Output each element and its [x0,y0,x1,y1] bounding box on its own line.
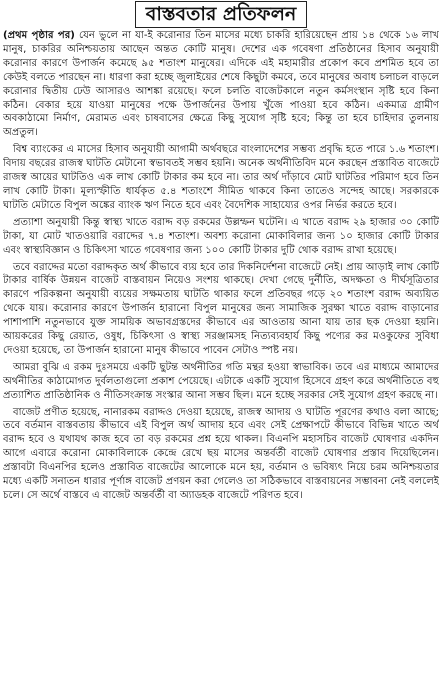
article-body [3,29,439,697]
headline-container [0,1,442,28]
paragraph: তবে বরাদ্দের মতো বরাদ্দকৃত অর্থ কীভাবে ব্যয় হবে তার দিকনির্দেশনা বাজেটে নেই। প্রায় আড়াই লাখ কোটি টাকার বার্ষিক উন্নয়ন বাজেট বাস্তবায়ন নিয়েও সংশয় থাকছে। দেখা গেছে দুর্নীতি, অদক্ষতা ও দীর্ঘসূত্রিতার কারণে পরিকল্পনা অনুযায়ী ব্যয়ের সক্ষমতায় ঘাটতি থাকার ফলে প্রতিবছর গড়ে ২০ শতাংশ বরাদ্দ অব্যয়িত থেকে যায়। করোনার কারণে উপার্জন হারানো বিপুল মানুষের জন্য সামাজিক সুরক্ষা খাতে বরাদ্দ বাড়ানোর পাশাপাশি নতুনভাবে যুক্ত সাময়িক অভাবগ্রস্তদের কীভাবে এর আওতায় আনা যায় তার ছক দেওয়া হয়নি। আয়করের কিছু রেয়াত, ওষুধ, চিকিৎসা ও স্বাস্থ্য সরঞ্জামসহ নিত্যব্যবহার্য কিছু পণ্যের কর মওকুফের সুবিধা দেওয়া হয়েছে, তা উপার্জন হারানো মানুষ কীভাবে পাবেন সেটাও স্পষ্ট নয়। [3,261,439,356]
paragraph-text: যেন ভুলে না যা-ই করোনার তিন মাসের মধ্যে চাকরি হারিয়েছেন প্রায় ১৪ থেকে ১৬ লাখ মানুষ, চাকরির অনিশ্চয়তায় আছেন অন্তত কোটি মানুষ। দেশের এক গবেষণা প্রতিষ্ঠানের হিসাব অনুযায়ী করোনার কারণে উপার্জন কমেছে ৯৫ শতাংশ মানুষের। এদিকে এই মহামারীর প্রকোপ কবে প্রশমিত হবে তা কেউই বলতে পারছেন না। ধারণা করা হচ্ছে জুলাইয়ের শেষে কিছুটা কমবে, তবে মানুষের অবাধ চলাচল বাড়লে করোনার দ্বিতীয় ঢেউ আসারও আশঙ্কা রয়েছে। ফলে চলতি বাজেটকালে নতুন কর্মসংস্থান সৃষ্টি হবে কিনা কঠিন। বেকার হয়ে যাওয়া মানুষের পক্ষে উপার্জনের উপায় খুঁজে পাওয়া হবে কঠিন। একমাত্র গ্রামীণ অবকাঠামো নির্মাণ, মেরামত এবং চাষবাসের ক্ষেত্রে কিছু সুযোগ সৃষ্টি হবে; কিন্তু তা হবে চাহিদার তুলনায় অপ্রতুল। [3,30,439,139]
paragraph [3,29,439,140]
paragraph: বাজেট প্রণীত হয়েছে, নানারকম বরাদ্দও দেওয়া হয়েছে, রাজস্ব আদায় ও ঘাটতি পূরণের কথাও বলা আছে; তবে বর্তমান বাস্তবতায় কীভাবে এই বিপুল অর্থ আদায় হবে এবং সেই প্রেক্ষাপটে কীভাবে বিভিন্ন খাতে অর্থ বরাদ্দ হবে ও যথাযথ কাজ হবে তা বড় রকমের প্রশ্ন হয়ে থাকল। বিএনপি মহাসচিব বাজেট ঘোষণার একদিন আগে এবারে করোনা মোকাবিলাকে কেন্দ্রে রেখে ছয় মাসের অন্তর্বর্তী বাজেট ঘোষণার প্রস্তাব দিয়েছিলেন। প্রস্তাবটা বিএনপির হলেও প্রস্তাবিত বাজেটের আলোকে মনে হয়, বর্তমান ও ভবিষ্যৎ নিয়ে চরম অনিশ্চয়তার মধ্যে একটি সনাতন ধারার পূর্ণাঙ্গ বাজেট প্রণয়ন করা গেলেও তা সঠিকভাবে বাস্তবায়নের সম্ভাবনা নেই বললেই চলে। সে অর্থে বাস্তবে এ বাজেট অন্তর্বর্তী বা অ্যাডহক বাজেটে পরিণত হবে। [3,406,439,501]
headline: বাস্তবতার প্রতিফলন [135,1,307,28]
paragraph: প্রত্যাশা অনুযায়ী কিন্তু স্বাস্থ্য খাতে বরাদ্দ বড় রকমের উল্লম্ফন ঘটেনি। এ খাতে বরাদ্দ ২৯ হাজার ৩০ কোটি টাকা, যা মোট খাতওয়ারি বরাদ্দের ৭.৪ শতাংশ। অবশ্য করোনা মোকাবিলার জন্য ১০ হাজার কোটি টাকার এবং স্বাস্থ্যবিজ্ঞান ও চিকিৎসা খাতে গবেষণার জন্য ১০০ কোটি টাকার দুটি থোক বরাদ্দ রাখা হয়েছে। [3,216,439,256]
paragraph: আমরা বুঝি এ রকম দুঃসময়ে একটি ছুটন্ত অর্থনীতির গতি মন্থর হওয়া স্বাভাবিক। তবে এর মাধ্যমে আমাদের অর্থনীতির কাঠামোগত দুর্বলতাগুলো প্রকাশ পেয়েছে। এটাকে একটি সুযোগ হিসেবে গ্রহণ করে অর্থনীতিতে বহু প্রত্যাশিত প্রাতিষ্ঠানিক ও নীতিসংক্রান্ত সংস্কার আনা সম্ভব ছিল। মনে হচ্ছে সরকার সেই সুযোগ গ্রহণ করছে না। [3,361,439,401]
continued-label: (প্রথম পৃষ্ঠার পর) [3,30,75,41]
paragraph: বিশ্ব ব্যাংকের এ মাসের হিসাব অনুযায়ী আগামী অর্থবছরে বাংলাদেশের সম্ভব্য প্রবৃদ্ধি হতে পারে ১.৬ শতাংশ। বিদায় বছরের রাজস্ব ঘাটতি মেটানো স্বভাবতই সম্ভব হয়নি। অনেক অর্থনীতিবিদ মনে করছেন প্রস্তাবিত বাজেটে রাজস্ব আয়ের ঘাটতিও এক লাখ কোটি টাকার কম হবে না। তার অর্থ দাঁড়াবে মোট ঘাটতির পরিমাণ হবে তিন লাখ কোটি টাকা। মূল্যস্ফীতি ধার্যকৃত ৫.৪ শতাংশে সীমিত থাকবে কিনা তাতেও সন্দেহ আছে। সরকারকে ঘাটতি মেটাতে বিপুল অঙ্কের ব্যাংক ঋণ নিতে হবে এবং বৈদেশিক সাহায্যের ওপর নির্ভর করতে হবে। [3,144,439,211]
